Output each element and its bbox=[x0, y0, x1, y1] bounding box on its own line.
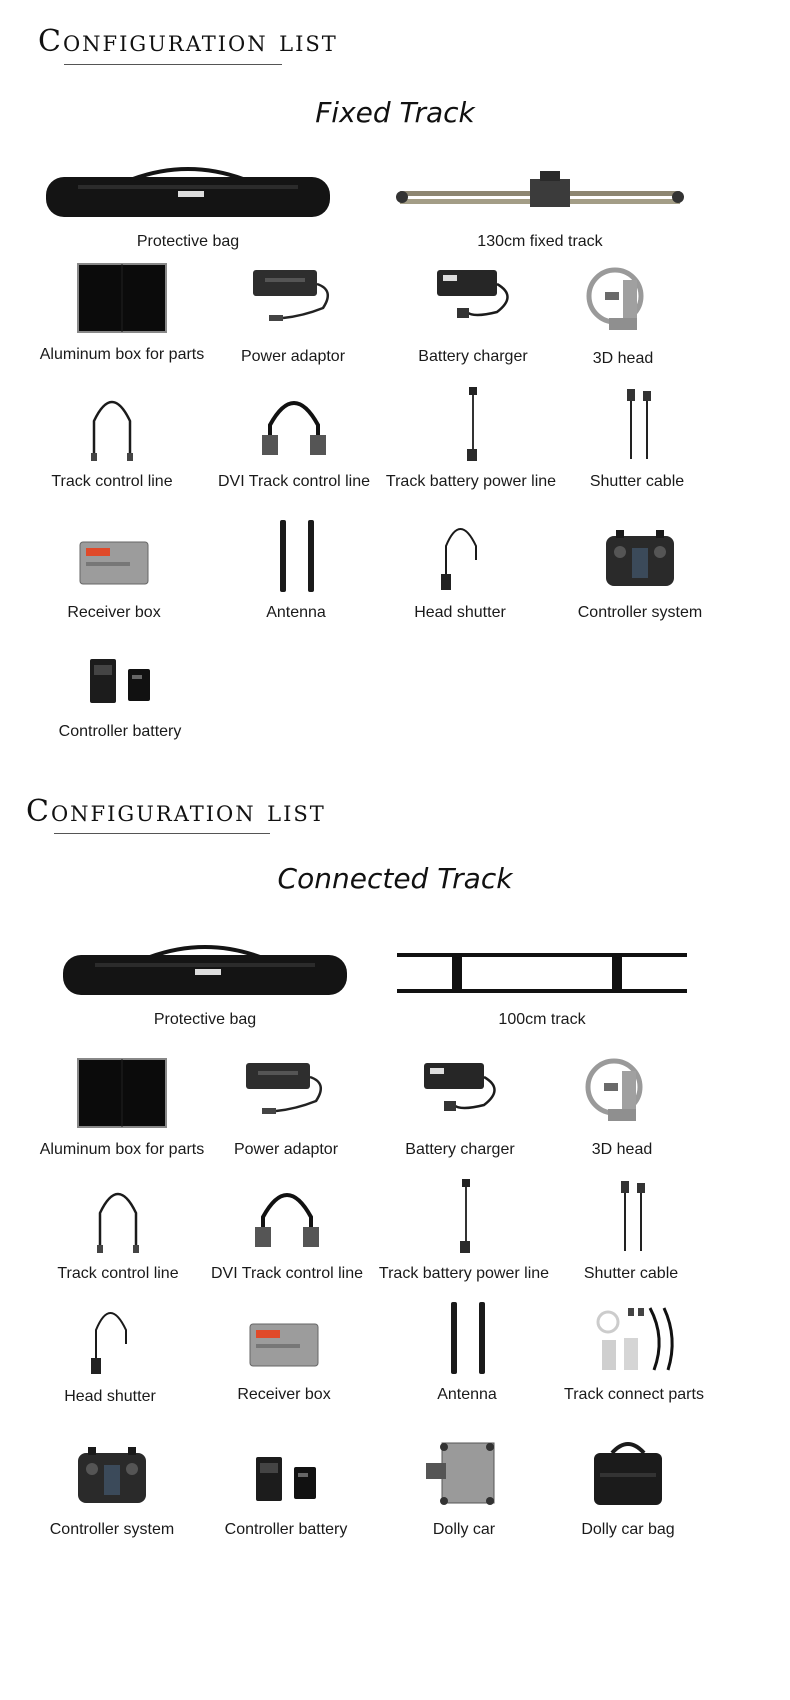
controller-battery-image bbox=[196, 1433, 376, 1513]
item-label: 3D head bbox=[592, 350, 654, 367]
power-line-image bbox=[374, 1177, 554, 1257]
controller-image bbox=[550, 516, 730, 596]
item-controller-system bbox=[22, 1433, 202, 1539]
item-head-shutter bbox=[370, 516, 550, 622]
item-head-shutter bbox=[20, 1300, 200, 1406]
section-heading: Configuration list bbox=[38, 24, 338, 59]
item-track-battery-power-line bbox=[374, 1177, 554, 1283]
section-subtitle: Connected Track bbox=[277, 862, 513, 895]
item-receiver-box bbox=[194, 1298, 374, 1404]
item-label: Aluminum box for parts bbox=[39, 1141, 205, 1158]
item-label: Battery charger bbox=[405, 1141, 515, 1158]
track-control-line-image bbox=[22, 385, 202, 465]
item-shutter-cable bbox=[541, 1177, 721, 1283]
item-label: Dolly car bbox=[432, 1521, 496, 1538]
item-protective-bag bbox=[38, 145, 338, 251]
shutter-cable-image bbox=[547, 385, 727, 465]
item-label: Battery charger bbox=[418, 348, 528, 365]
item-dvi-track-control-line bbox=[197, 1177, 377, 1283]
antenna-image bbox=[377, 1298, 557, 1378]
item-aluminum-box bbox=[32, 258, 212, 364]
item-battery-charger bbox=[370, 1053, 550, 1159]
item-track-battery-power-line bbox=[381, 385, 561, 491]
item-label: Track battery power line bbox=[378, 1265, 550, 1282]
controller-battery-image bbox=[30, 635, 210, 715]
item-100cm-track bbox=[392, 923, 692, 1029]
shutter-cable-image bbox=[541, 1177, 721, 1257]
item-label: Shutter cable bbox=[589, 473, 685, 490]
receiver-box-image bbox=[194, 1298, 374, 1378]
track-control-line-image bbox=[28, 1177, 208, 1257]
receiver-box-image bbox=[24, 516, 204, 596]
dvi-cable-image bbox=[204, 385, 384, 465]
item-track-control-line bbox=[28, 1177, 208, 1283]
battery-charger-image bbox=[370, 1053, 550, 1133]
item-dolly-car bbox=[374, 1433, 554, 1539]
item-protective-bag bbox=[55, 923, 355, 1029]
aluminum-box-image bbox=[32, 1053, 212, 1133]
item-label: Head shutter bbox=[414, 604, 506, 621]
item-label: Controller system bbox=[577, 604, 703, 621]
item-label: Controller battery bbox=[224, 1521, 348, 1538]
item-power-adaptor bbox=[203, 260, 383, 366]
item-track-control-line bbox=[22, 385, 202, 491]
item-label: Antenna bbox=[266, 604, 326, 621]
item-label: Controller system bbox=[49, 1521, 175, 1538]
power-adaptor-image bbox=[196, 1053, 376, 1133]
item-label: DVI Track control line bbox=[210, 1265, 364, 1282]
antenna-image bbox=[206, 516, 386, 596]
aluminum-box-image bbox=[32, 258, 212, 338]
item-label: Receiver box bbox=[237, 1386, 331, 1403]
item-fixed-track bbox=[390, 145, 690, 251]
protective-bag-image bbox=[55, 923, 355, 1003]
item-label: 130cm fixed track bbox=[477, 233, 603, 250]
3d-head-image bbox=[533, 262, 713, 342]
head-shutter-image bbox=[20, 1300, 200, 1380]
track-connect-parts-image bbox=[544, 1298, 724, 1378]
item-antenna bbox=[206, 516, 386, 622]
item-power-adaptor bbox=[196, 1053, 376, 1159]
item-label: Power adaptor bbox=[240, 348, 346, 365]
item-label: Protective bag bbox=[153, 1011, 257, 1028]
power-line-image bbox=[381, 385, 561, 465]
100cm-track-image bbox=[392, 923, 692, 1003]
3d-head-image bbox=[532, 1053, 712, 1133]
item-receiver-box bbox=[24, 516, 204, 622]
head-shutter-image bbox=[370, 516, 550, 596]
item-label: Power adaptor bbox=[233, 1141, 339, 1158]
item-dolly-car-bag bbox=[538, 1433, 718, 1539]
section-subtitle: Fixed Track bbox=[315, 96, 475, 129]
item-label: 3D head bbox=[591, 1141, 653, 1158]
item-dvi-track-control-line bbox=[204, 385, 384, 491]
item-3d-head bbox=[533, 262, 713, 368]
heading-underline bbox=[64, 64, 282, 65]
item-label: Track connect parts bbox=[564, 1386, 704, 1403]
item-controller-system bbox=[550, 516, 730, 622]
item-label: Track control line bbox=[51, 473, 173, 490]
heading-underline bbox=[54, 833, 270, 834]
item-label: Track battery power line bbox=[385, 473, 557, 490]
item-label: Shutter cable bbox=[583, 1265, 679, 1282]
dvi-cable-image bbox=[197, 1177, 377, 1257]
item-3d-head bbox=[532, 1053, 712, 1159]
item-shutter-cable bbox=[547, 385, 727, 491]
item-label: Track control line bbox=[57, 1265, 179, 1282]
item-antenna bbox=[377, 1298, 557, 1404]
item-label: Controller battery bbox=[58, 723, 182, 740]
item-label: Dolly car bag bbox=[581, 1521, 675, 1538]
item-controller-battery bbox=[30, 635, 210, 741]
item-label: Aluminum box for parts bbox=[39, 346, 205, 363]
item-aluminum-box bbox=[32, 1053, 212, 1159]
item-label: DVI Track control line bbox=[217, 473, 371, 490]
dolly-car-image bbox=[374, 1433, 554, 1513]
item-label: Head shutter bbox=[64, 1388, 156, 1405]
protective-bag-image bbox=[38, 145, 338, 225]
controller-image bbox=[22, 1433, 202, 1513]
dolly-car-bag-image bbox=[538, 1433, 718, 1513]
item-label: Receiver box bbox=[67, 604, 161, 621]
item-label: Protective bag bbox=[136, 233, 240, 250]
item-controller-battery bbox=[196, 1433, 376, 1539]
item-label: 100cm track bbox=[498, 1011, 586, 1028]
power-adaptor-image bbox=[203, 260, 383, 340]
item-track-connect-parts bbox=[544, 1298, 724, 1404]
fixed-track-image bbox=[390, 145, 690, 225]
item-label: Antenna bbox=[437, 1386, 497, 1403]
section-heading: Configuration list bbox=[26, 794, 326, 829]
